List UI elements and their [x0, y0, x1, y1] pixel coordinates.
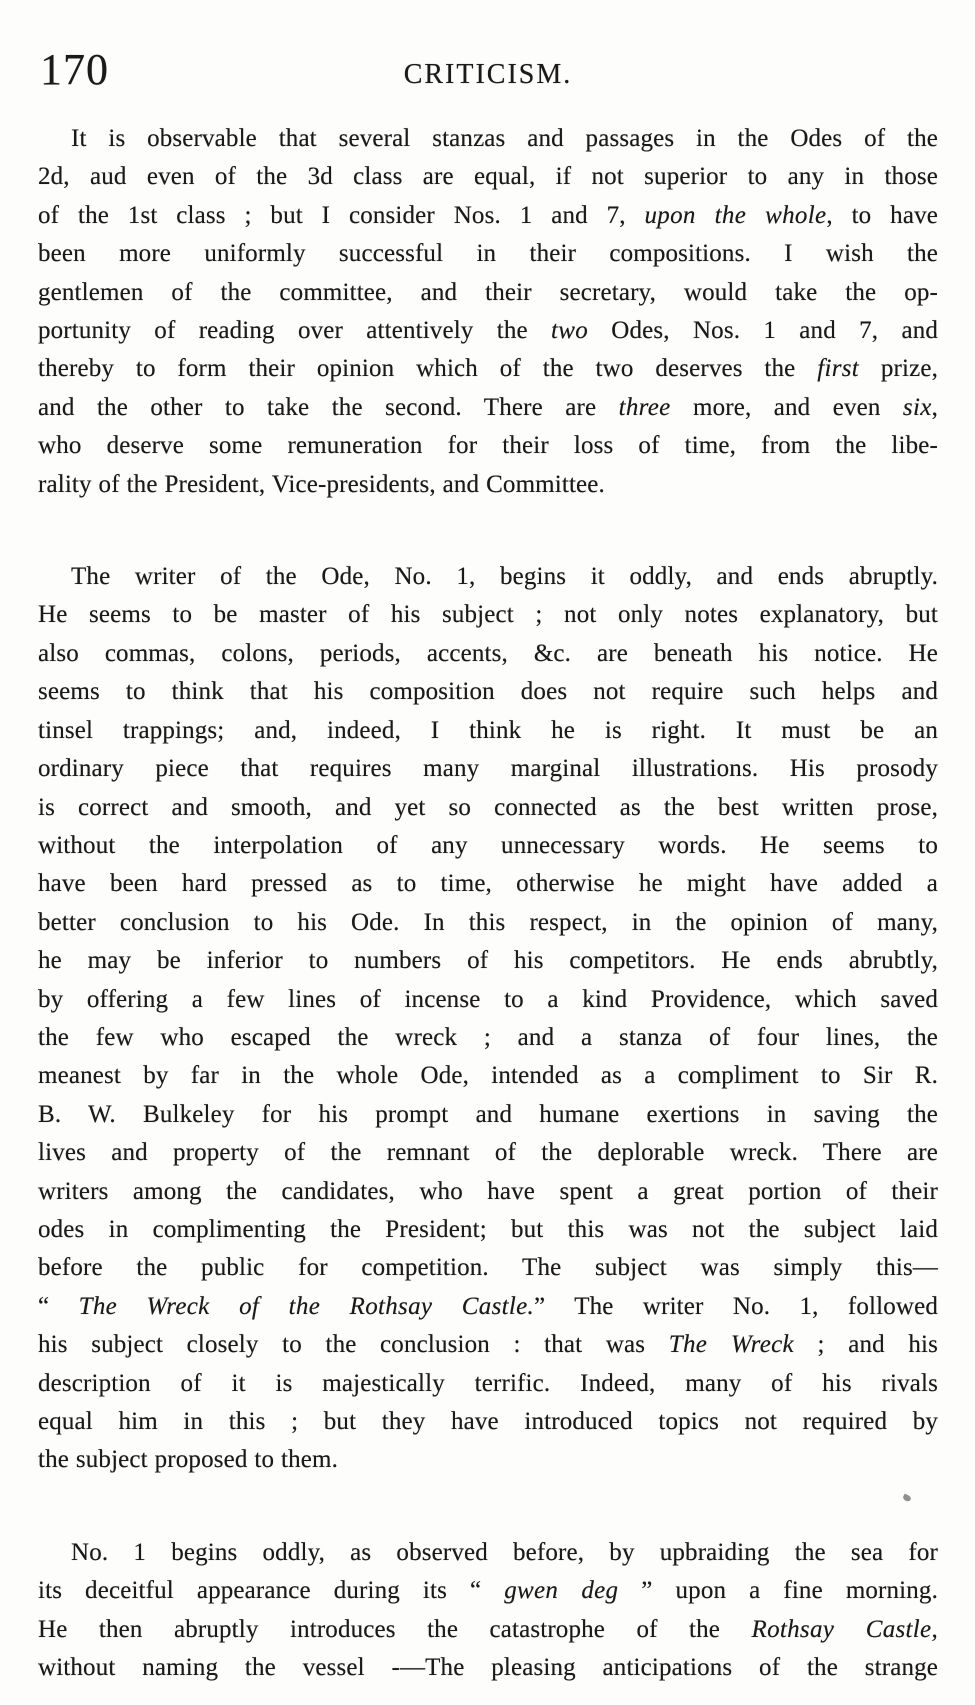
text-line: ordinary piece that requires many marginal illustrations. His prosody	[38, 755, 938, 783]
page-header	[38, 46, 938, 92]
text-line: the few who escaped the wreck ; and a stanza of four lines, the	[38, 1023, 938, 1051]
text-line: 2d, aud even of the 3d class are equal, if not superior to any in those	[38, 163, 938, 191]
text-line: tinsel trappings; and, indeed, I think he is right. It must be an	[38, 716, 938, 744]
text-line: and the other to take the second. There are three more, and even six,	[38, 393, 938, 421]
text-line: been more uniformly successful in their compositions. I wish the	[38, 240, 938, 268]
text-line: portunity of reading over attentively the two Odes, Nos. 1 and 7, and	[38, 317, 938, 345]
text-line: before the public for competition. The subject was simply this—	[38, 1254, 938, 1282]
text-line: description of it is majestically terrific. Indeed, many of his rivals	[38, 1369, 938, 1397]
text-line: who deserve some remuneration for their loss of time, from the libe-	[38, 432, 938, 460]
text-line: without naming the vessel -—The pleasing anticipations of the strange	[38, 1654, 938, 1682]
paragraph-1	[38, 120, 938, 504]
text-line: He seems to be master of his subject ; not only notes explanatory, but	[38, 601, 938, 629]
text-line: B. W. Bulkeley for his prompt and humane exertions in saving the	[38, 1100, 938, 1128]
text-line: gentlemen of the committee, and their secretary, would take the op-	[38, 278, 938, 306]
text-line: thereby to form their opinion which of the two deserves the first prize,	[38, 355, 938, 383]
text-line: its deceitful appearance during its “ gwen deg ” upon a fine morning.	[38, 1577, 938, 1605]
text-line: The writer of the Ode, No. 1, begins it oddly, and ends abruptly.	[71, 563, 938, 591]
text-line: the subject proposed to them.	[38, 1446, 339, 1474]
text-line: meanest by far in the whole Ode, intended as a compliment to Sir R.	[38, 1062, 938, 1090]
text-line: better conclusion to his Ode. In this respect, in the opinion of many,	[38, 908, 938, 936]
text-line: rality of the President, Vice-presidents, and Committee.	[38, 470, 605, 498]
text-line: lives and property of the remnant of the deplorable wreck. There are	[38, 1139, 938, 1167]
text-line: He then abruptly introduces the catastrophe of the Rothsay Castle,	[38, 1615, 938, 1643]
paragraph-3	[38, 1534, 938, 1688]
paragraph-2	[38, 558, 938, 1480]
page-number: 170	[40, 45, 109, 94]
text-line: “ The Wreck of the Rothsay Castle.” The writer No. 1, followed	[38, 1292, 938, 1320]
text-line: No. 1 begins oddly, as observed before, by upbraiding the sea for	[71, 1538, 938, 1566]
ink-speck	[902, 1494, 912, 1503]
text-line: he may be inferior to numbers of his competitors. He ends abrubtly,	[38, 947, 938, 975]
text-line: of the 1st class ; but I consider Nos. 1 and 7, upon the whole, to have	[38, 201, 938, 229]
text-line: writers among the candidates, who have spent a great portion of their	[38, 1177, 938, 1205]
text-line: also commas, colons, periods, accents, &c. are beneath his notice. He	[38, 639, 938, 667]
text-line: equal him in this ; but they have introduced topics not required by	[38, 1408, 938, 1435]
text-line: his subject closely to the conclusion : that was The Wreck ; and his	[38, 1331, 939, 1359]
text-line: have been hard pressed as to time, otherwise he might have added a	[38, 870, 938, 898]
text-line: without the interpolation of any unnecessary words. He seems to	[38, 831, 938, 859]
text-line: It is observable that several stanzas and passages in the Odes of the	[71, 125, 938, 152]
text-line: odes in complimenting the President; but this was not the subject laid	[38, 1215, 938, 1243]
text-line: seems to think that his composition does not require such helps and	[38, 678, 938, 706]
text-line: is correct and smooth, and yet so connected as the best written prose,	[38, 793, 938, 821]
text-line: by offering a few lines of incense to a kind Providence, which saved	[38, 985, 938, 1013]
running-title: CRITICISM.	[403, 59, 573, 90]
